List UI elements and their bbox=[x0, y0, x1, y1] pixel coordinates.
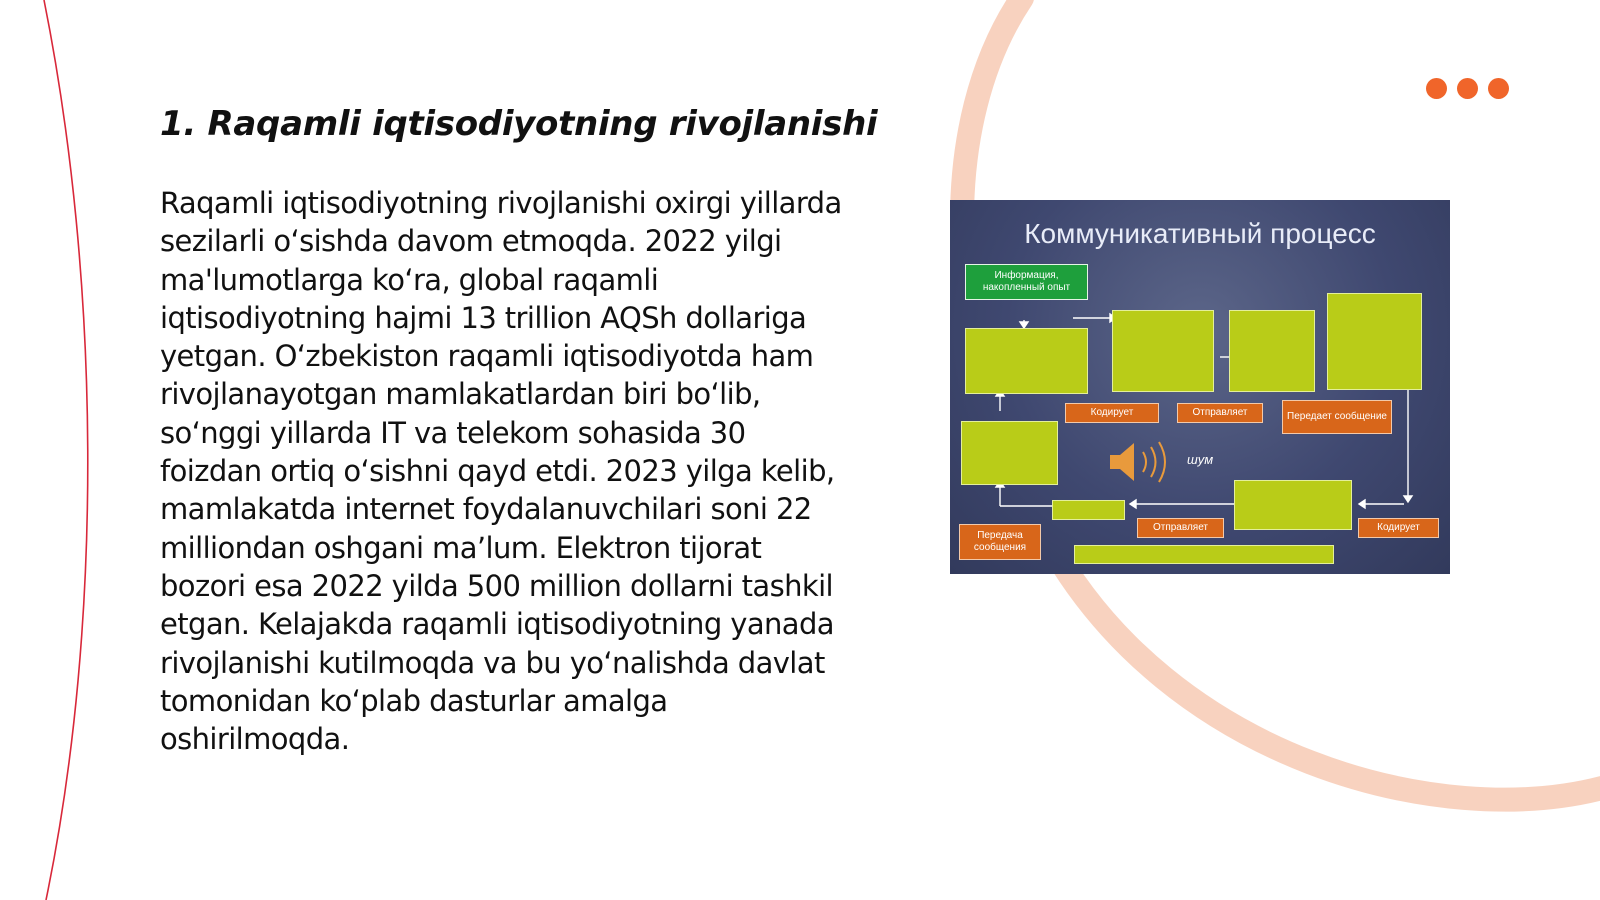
noise-label: шум bbox=[1187, 452, 1214, 467]
diagram-box bbox=[1052, 500, 1125, 520]
left-red-curve bbox=[44, 0, 88, 900]
diagram-box bbox=[965, 328, 1088, 394]
dot-icon bbox=[1426, 78, 1447, 99]
transmits-box: Передает сообщение bbox=[1282, 400, 1392, 434]
dot-icon bbox=[1457, 78, 1478, 99]
encodes-box: Кодирует bbox=[1065, 403, 1159, 423]
diagram-title: Коммуникативный процесс bbox=[1024, 218, 1376, 249]
communication-process-diagram bbox=[950, 200, 1450, 574]
diagram-box bbox=[961, 421, 1058, 485]
slide-title: 1. Raqamli iqtisodiyotning rivojlanishi bbox=[160, 104, 878, 144]
speaker-icon bbox=[1110, 442, 1165, 482]
transmission-box: Передача сообщения bbox=[959, 524, 1041, 560]
encodes-box-2: Кодирует bbox=[1358, 518, 1439, 538]
diagram-box bbox=[1327, 293, 1422, 390]
info-box: Информация, накопленный опыт bbox=[965, 264, 1088, 300]
diagram-box bbox=[1112, 310, 1214, 392]
sends-box-2: Отправляет bbox=[1137, 518, 1224, 538]
diagram-box bbox=[1229, 310, 1315, 392]
diagram-box bbox=[1234, 480, 1352, 530]
diagram-box bbox=[1074, 545, 1334, 564]
menu-dots[interactable] bbox=[1426, 78, 1509, 99]
slide-body-text: Raqamli iqtisodiyotning rivojlanishi oxirgi yillarda sezilarli o‘sishda davom etmoqda. 2022 yilgi ma'lumotlarga ko‘ra, global raqamli iqtisodiyotning hajmi 13 trillion AQSh dollariga yetgan. O‘zbekiston raqamli iqtisodiyotda ham rivojlanayotgan mamlakatlardan biri bo‘lib, so‘nggi yillarda IT va telekom sohasida 30 foizdan ortiq o‘sishni qayd etdi. 2023 yilga kelib, mamlakatda internet foydalanuvchilari soni 22 milliondan oshgani ma’lum. Elektron tijorat bozori esa 2022 yilda 500 million dollarni tashkil etgan. Kelajakda raqamli iqtisodiyotning yanada rivojlanishi kutilmoqda va bu yo‘nalishda davlat tomonidan ko‘plab dasturlar amalga oshirilmoqda. bbox=[160, 186, 842, 757]
dot-icon bbox=[1488, 78, 1509, 99]
sends-box: Отправляет bbox=[1177, 403, 1263, 423]
